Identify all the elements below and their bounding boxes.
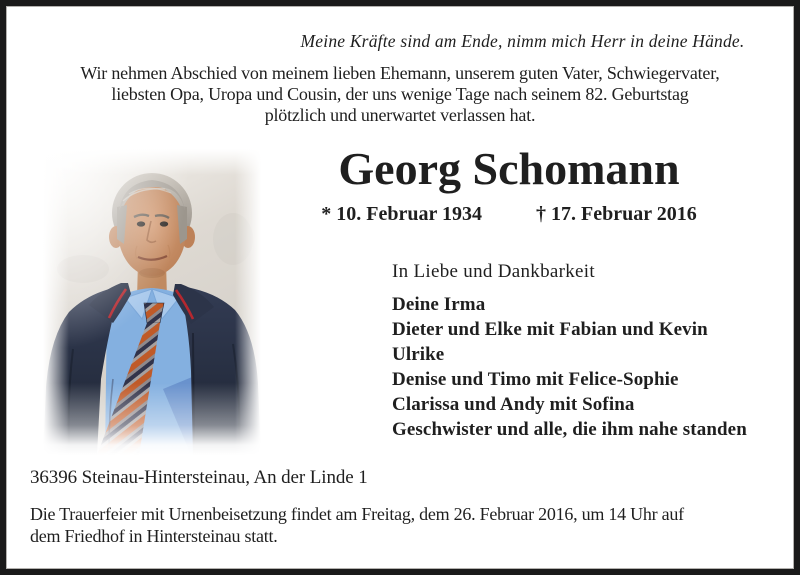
- mourner-line: Clarissa und Andy mit Sofina: [392, 394, 635, 415]
- birth-date: * 10. Februar 1934: [321, 203, 482, 225]
- mourners-list: [392, 292, 757, 442]
- mourner-line: Geschwister und alle, die ihm nahe standen: [392, 419, 747, 440]
- mourner-line: Dieter und Elke mit Fabian und Kevin: [392, 319, 708, 340]
- address-line: 36396 Steinau-Hintersteinau, An der Linde 1: [30, 467, 368, 488]
- motto-quote: Meine Kräfte sind am Ende, nimm mich Herr in deine Hände.: [300, 31, 745, 51]
- mourner-line: Deine Irma: [392, 294, 486, 315]
- deceased-name: Georg Schomann: [338, 143, 680, 194]
- mourner-line: Denise und Timo mit Felice-Sophie: [392, 369, 679, 390]
- tribute-heading: In Liebe und Dankbarkeit: [392, 261, 595, 282]
- portrait-illustration: [43, 149, 261, 455]
- footer-block: [30, 467, 793, 547]
- death-date: † 17. Februar 2016: [536, 203, 697, 225]
- intro-line: Wir nehmen Abschied von meinem lieben Ehemann, unserem guten Vater, Schwiegervater,: [80, 63, 720, 83]
- intro-line: liebsten Opa, Uropa und Cousin, der uns wenige Tage nach seinem 82. Geburtstag: [111, 84, 689, 104]
- funeral-info: [30, 503, 793, 547]
- notice-inner-border: [6, 6, 794, 569]
- funeral-info-line: Die Trauerfeier mit Urnenbeisetzung findet am Freitag, dem 26. Februar 2016, um 14 Uhr auf: [30, 504, 684, 524]
- main-row: [7, 143, 793, 455]
- photo-clothing: [43, 283, 261, 455]
- intro-line: plötzlich und unerwartet verlassen hat.: [264, 105, 536, 125]
- portrait-photo: [43, 149, 261, 455]
- tribute-block: [261, 260, 757, 442]
- face: [118, 186, 186, 276]
- life-dates: [261, 202, 757, 226]
- right-column: [261, 143, 793, 442]
- funeral-info-line: dem Friedhof in Hintersteinau statt.: [30, 526, 278, 546]
- mourner-line: Ulrike: [392, 344, 445, 365]
- intro-paragraph: [7, 63, 793, 126]
